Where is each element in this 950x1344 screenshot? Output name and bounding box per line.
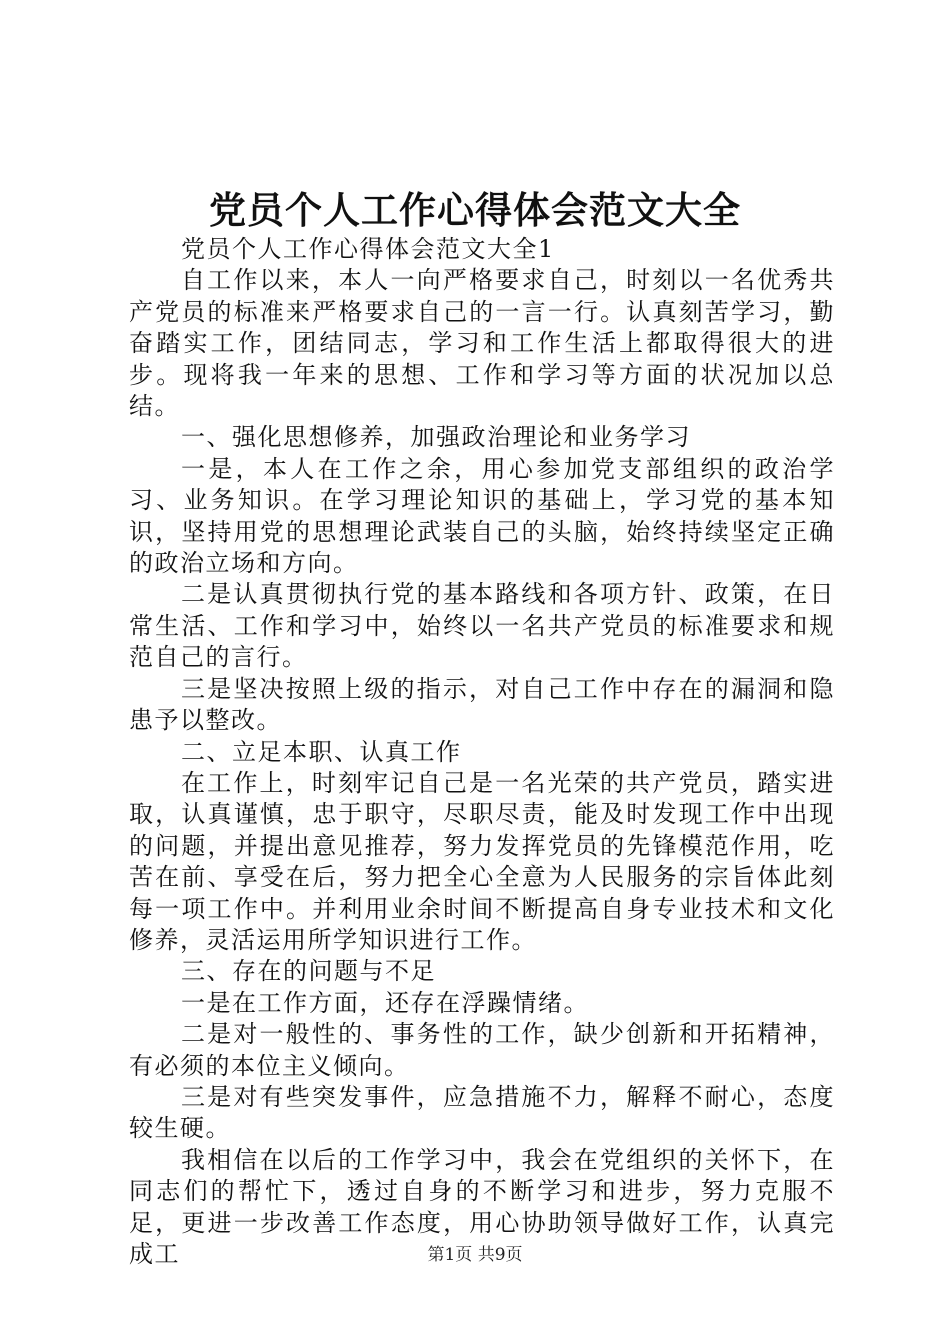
section-heading-2: 二、立足本职、认真工作	[181, 737, 462, 766]
section-1-point-2: 二是认真贯彻执行党的基本路线和各项方针、政策，在日常生活、工作和学习中，始终以一名共产党员的标准要求和规范自己的言行。	[129, 580, 835, 672]
document-body	[129, 234, 835, 1270]
section-1-point-3: 三是坚决按照上级的指示，对自己工作中存在的漏洞和隐患予以整改。	[129, 674, 835, 735]
intro-paragraph: 自工作以来，本人一向严格要求自己，时刻以一名优秀共产党员的标准来严格要求自己的一言一行。认真刻苦学习，勤奋踏实工作，团结同志，学习和工作生活上都取得很大的进步。现将我一年来的思想、工作和学习等方面的状况加以总结。	[129, 266, 835, 421]
section-1-point-1: 一是，本人在工作之余，用心参加党支部组织的政治学习、业务知识。在学习理论知识的基础上，学习党的基本知识，坚持用党的思想理论武装自己的头脑，始终持续坚定正确的政治立场和方向。	[129, 454, 835, 578]
section-heading-1: 一、强化思想修养，加强政治理论和业务学习	[181, 423, 691, 452]
section-3-point-3: 三是对有些突发事件，应急措施不力，解释不耐心，态度较生硬。	[129, 1082, 835, 1143]
subtitle-paragraph: 党员个人工作心得体会范文大全1	[181, 235, 555, 263]
section-heading-3: 三、存在的问题与不足	[181, 957, 436, 986]
section-3-point-2: 二是对一般性的、事务性的工作，缺少创新和开拓精神，有必须的本位主义倾向。	[129, 1020, 835, 1080]
section-3-point-1: 一是在工作方面，还存在浮躁情绪。	[181, 988, 589, 1017]
document-title: 党员个人工作心得体会范文大全	[209, 188, 741, 232]
page-number-footer: 第1页 共9页	[427, 1245, 523, 1265]
closing-paragraph: 我相信在以后的工作学习中，我会在党组织的关怀下，在同志们的帮忙下，透过自身的不断学习和进步，努力克服不足，更进一步改善工作态度，用心协助领导做好工作，认真完成工	[129, 1145, 835, 1268]
section-2-paragraph: 在工作上，时刻牢记自己是一名光荣的共产党员，踏实进取，认真谨慎，忠于职守，尽职尽责，能及时发现工作中出现的问题，并提出意见推荐，努力发挥党员的先锋模范作用，吃苦在前、享受在后，努力把全心全意为人民服务的宗旨体此刻每一项工作中。并利用业余时间不断提高自身专业技术和文化修养，灵活运用所学知识进行工作。	[129, 768, 835, 954]
